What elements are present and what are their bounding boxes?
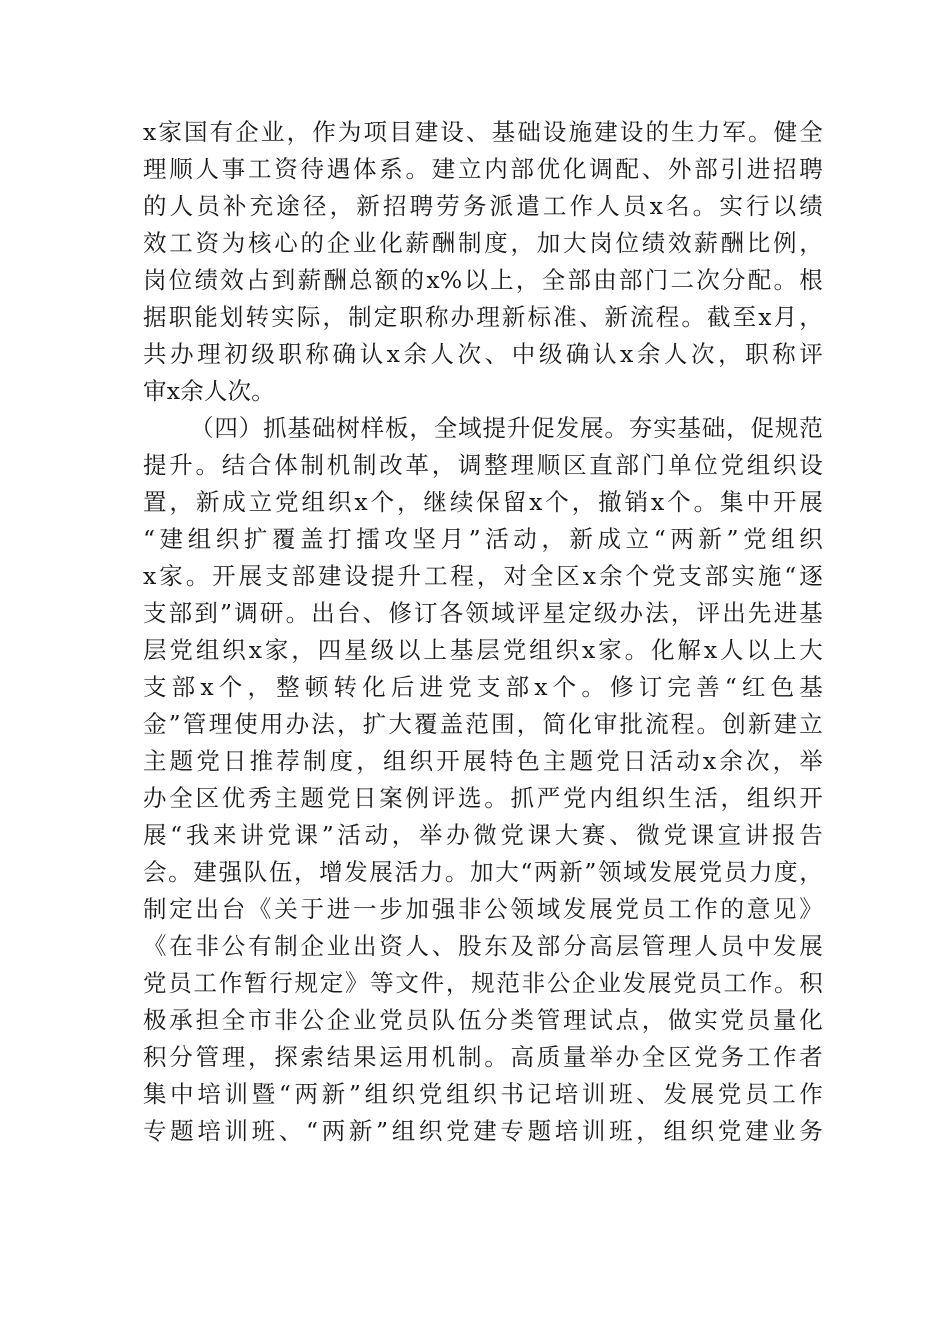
text-line: 金”管理使用办法，扩大覆盖范围，简化审批流程。创新建立 [143, 710, 823, 738]
text-line: 专题培训班、“两新”组织党建专题培训班，组织党建业务 [143, 1117, 823, 1145]
text-line: 支部到”调研。出台、修订各领域评星定级办法，评出先进基 [143, 599, 823, 627]
paragraph-p1 [143, 114, 823, 410]
text-line: 置，新成立党组织x个，继续保留x个，撤销x个。集中开展 [143, 488, 823, 516]
paragraph-p2 [143, 410, 823, 1150]
text-line: 《在非公有制企业出资人、股东及部分高层管理人员中发展 [143, 932, 823, 960]
text-line: 审x余人次。 [143, 377, 275, 405]
text-line: x家国有企业，作为项目建设、基础设施建设的生力军。健全 [143, 118, 823, 146]
text-line: 效工资为核心的企业化薪酬制度，加大岗位绩效薪酬比例， [143, 229, 823, 257]
text-line: 共办理初级职称确认x余人次、中级确认x余人次，职称评 [143, 340, 823, 368]
text-line: 理顺人事工资待遇体系。建立内部优化调配、外部引进招聘 [143, 155, 823, 183]
text-line: 制定出台《关于进一步加强非公领域发展党员工作的意见》 [143, 895, 823, 923]
text-line: 提升。结合体制机制改革，调整理顺区直部门单位党组织设 [143, 451, 823, 479]
text-line: 展“我来讲党课”活动，举办微党课大赛、微党课宣讲报告 [143, 821, 823, 849]
text-line: 会。建强队伍，增发展活力。加大“两新”领域发展党员力度， [143, 858, 823, 886]
text-line: 据职能划转实际，制定职称办理新标准、新流程。截至x月， [143, 303, 823, 331]
text-line: “建组织扩覆盖打擂攻坚月”活动，新成立“两新”党组织 [143, 525, 823, 553]
text-line: 层党组织x家，四星级以上基层党组织x家。化解x人以上大 [143, 636, 823, 664]
text-line: 岗位绩效占到薪酬总额的x%以上，全部由部门二次分配。根 [143, 266, 823, 294]
section-heading-line: （四）抓基础树样板，全域提升促发展。夯实基础，促规范 [190, 414, 823, 442]
document-body [143, 114, 823, 1150]
text-line: 积分管理，探索结果运用机制。高质量举办全区党务工作者 [143, 1043, 823, 1071]
text-line: x家。开展支部建设提升工程，对全区x余个党支部实施“逐 [143, 562, 823, 590]
text-line: 主题党日推荐制度，组织开展特色主题党日活动x余次，举 [143, 747, 823, 775]
text-line: 支部x个，整顿转化后进党支部x个。修订完善“红色基 [143, 673, 823, 701]
text-line: 办全区优秀主题党日案例评选。抓严党内组织生活，组织开 [143, 784, 823, 812]
text-line: 极承担全市非公企业党员队伍分类管理试点，做实党员量化 [143, 1006, 823, 1034]
text-line: 党员工作暂行规定》等文件，规范非公企业发展党员工作。积 [143, 969, 823, 997]
text-line: 的人员补充途径，新招聘劳务派遣工作人员x名。实行以绩 [143, 192, 823, 220]
text-line: 集中培训暨“两新”组织党组织书记培训班、发展党员工作 [143, 1080, 823, 1108]
